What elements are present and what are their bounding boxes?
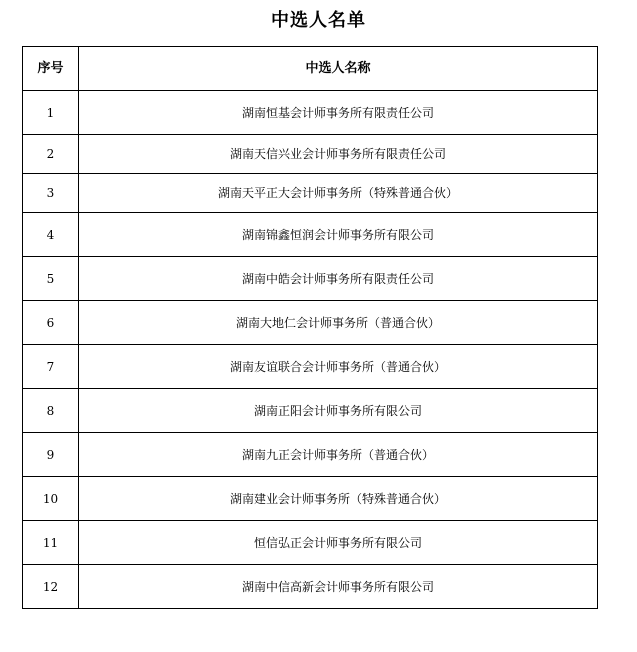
table-row [23, 174, 598, 213]
table-row [23, 389, 598, 433]
column-header-winner-name: 中选人名称 [79, 47, 598, 91]
table-row [23, 91, 598, 135]
winner-name-cell: 湖南友谊联合会计师事务所（普通合伙） [79, 345, 598, 389]
serial-no-cell: 7 [23, 345, 79, 389]
winner-name-cell: 湖南中皓会计师事务所有限责任公司 [79, 257, 598, 301]
table-row [23, 135, 598, 174]
winner-name-cell: 湖南天平正大会计师事务所（特殊普通合伙） [79, 174, 598, 213]
serial-no-cell: 2 [23, 135, 79, 174]
table-row [23, 345, 598, 389]
winner-name-cell: 湖南建业会计师事务所（特殊普通合伙） [79, 477, 598, 521]
serial-no-cell: 10 [23, 477, 79, 521]
serial-no-cell: 3 [23, 174, 79, 213]
winner-name-cell: 湖南天信兴业会计师事务所有限责任公司 [79, 135, 598, 174]
serial-no-cell: 12 [23, 565, 79, 609]
table-row [23, 565, 598, 609]
table-row [23, 257, 598, 301]
table-row [23, 301, 598, 345]
winner-name-cell: 湖南恒基会计师事务所有限责任公司 [79, 91, 598, 135]
table-row [23, 477, 598, 521]
table-row [23, 521, 598, 565]
serial-no-cell: 5 [23, 257, 79, 301]
table-row [23, 213, 598, 257]
serial-no-cell: 9 [23, 433, 79, 477]
winner-name-cell: 湖南大地仁会计师事务所（普通合伙） [79, 301, 598, 345]
serial-no-cell: 8 [23, 389, 79, 433]
serial-no-cell: 6 [23, 301, 79, 345]
column-header-serial-no: 序号 [23, 47, 79, 91]
table-header-row [23, 47, 598, 91]
table-row [23, 433, 598, 477]
page-title: 中选人名单 [271, 10, 366, 31]
serial-no-cell: 11 [23, 521, 79, 565]
winners-table [22, 46, 598, 609]
serial-no-cell: 4 [23, 213, 79, 257]
serial-no-cell: 1 [23, 91, 79, 135]
winner-name-cell: 湖南锦鑫恒润会计师事务所有限公司 [79, 213, 598, 257]
winner-name-cell: 恒信弘正会计师事务所有限公司 [79, 521, 598, 565]
winner-name-cell: 湖南正阳会计师事务所有限公司 [79, 389, 598, 433]
winner-name-cell: 湖南九正会计师事务所（普通合伙） [79, 433, 598, 477]
winner-name-cell: 湖南中信高新会计师事务所有限公司 [79, 565, 598, 609]
